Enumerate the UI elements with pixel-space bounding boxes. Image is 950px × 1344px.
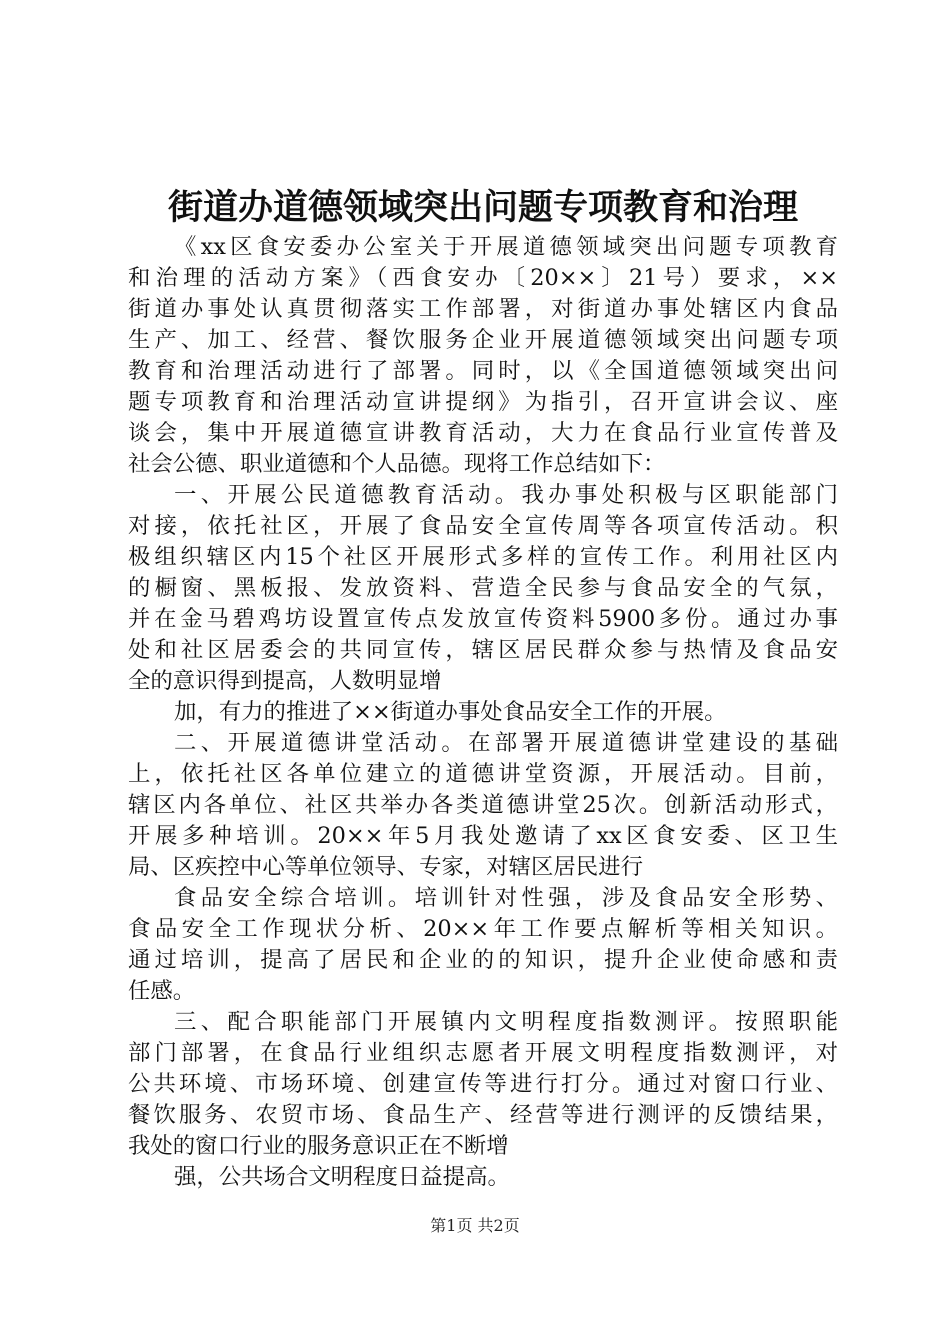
paragraph-line: 谈会，集中开展道德宣讲教育活动，大力在食品行业宣传普及 [128, 420, 838, 446]
paragraph-line: 食品安全工作现状分析、20××年工作要点解析等相关知识。 [128, 916, 838, 942]
paragraph-line: 加，有力的推进了××街道办事处食品安全工作的开展。 [174, 699, 727, 725]
paragraph-line: 极组织辖区内15个社区开展形式多样的宣传工作。利用社区内 [128, 544, 838, 570]
paragraph-line: 任感。 [128, 978, 196, 1004]
paragraph-line: 生产、加工、经营、餐饮服务企业开展道德领域突出问题专项 [128, 327, 838, 353]
paragraph-line: 全的意识得到提高，人数明显增 [128, 668, 442, 694]
paragraph-line: 上，依托社区各单位建立的道德讲堂资源，开展活动。目前， [128, 761, 838, 787]
paragraph-line: 食品安全综合培训。培训针对性强，涉及食品安全形势、 [174, 885, 838, 911]
paragraph-line: 三、配合职能部门开展镇内文明程度指数测评。按照职能 [174, 1009, 838, 1035]
paragraph-line: 强，公共场合文明程度日益提高。 [174, 1164, 510, 1190]
paragraph-line: 对接，依托社区，开展了食品安全宣传周等各项宣传活动。积 [128, 513, 838, 539]
paragraph-line: 处和社区居委会的共同宣传，辖区居民群众参与热情及食品安 [128, 637, 838, 663]
paragraph-line: 开展多种培训。20××年5月我处邀请了xx区食安委、区卫生 [128, 823, 838, 849]
paragraph-line: 《xx区食安委办公室关于开展道德领域突出问题专项教育 [174, 234, 838, 260]
paragraph-line: 局、区疾控中心等单位领导、专家，对辖区居民进行 [128, 854, 643, 880]
paragraph-line: 并在金马碧鸡坊设置宣传点发放宣传资料5900多份。通过办事 [128, 606, 838, 632]
paragraph-line: 通过培训，提高了居民和企业的的知识，提升企业使命感和责 [128, 947, 838, 973]
paragraph-line: 部门部署，在食品行业组织志愿者开展文明程度指数测评，对 [128, 1040, 838, 1066]
paragraph-line: 辖区内各单位、社区共举办各类道德讲堂25次。创新活动形式， [128, 792, 838, 818]
paragraph-line: 公共环境、市场环境、创建宣传等进行打分。通过对窗口行业、 [128, 1071, 838, 1097]
paragraph-line: 和治理的活动方案》（西食安办〔20××〕21号）要求，×× [128, 265, 838, 291]
document-page [128, 0, 838, 1344]
document-body [128, 232, 838, 1193]
paragraph-line: 街道办事处认真贯彻落实工作部署，对街道办事处辖区内食品 [128, 296, 838, 322]
paragraph-line: 社会公德、职业道德和个人品德。现将工作总结如下： [128, 451, 666, 477]
paragraph-line: 教育和治理活动进行了部署。同时，以《全国道德领域突出问 [128, 358, 838, 384]
paragraph-line: 题专项教育和治理活动宣讲提纲》为指引，召开宣讲会议、座 [128, 389, 838, 415]
paragraph-line: 我处的窗口行业的服务意识正在不断增 [128, 1133, 509, 1159]
document-title: 街道办道德领域突出问题专项教育和治理 [167, 187, 798, 228]
paragraph-line: 餐饮服务、农贸市场、食品生产、经营等进行测评的反馈结果， [128, 1102, 838, 1128]
paragraph-line: 二、开展道德讲堂活动。在部署开展道德讲堂建设的基础 [174, 730, 838, 756]
paragraph-line: 的橱窗、黑板报、发放资料、营造全民参与食品安全的气氛， [128, 575, 838, 601]
page-footer: 第1页 共2页 [430, 1216, 520, 1235]
paragraph-line: 一、开展公民道德教育活动。我办事处积极与区职能部门 [174, 482, 838, 508]
